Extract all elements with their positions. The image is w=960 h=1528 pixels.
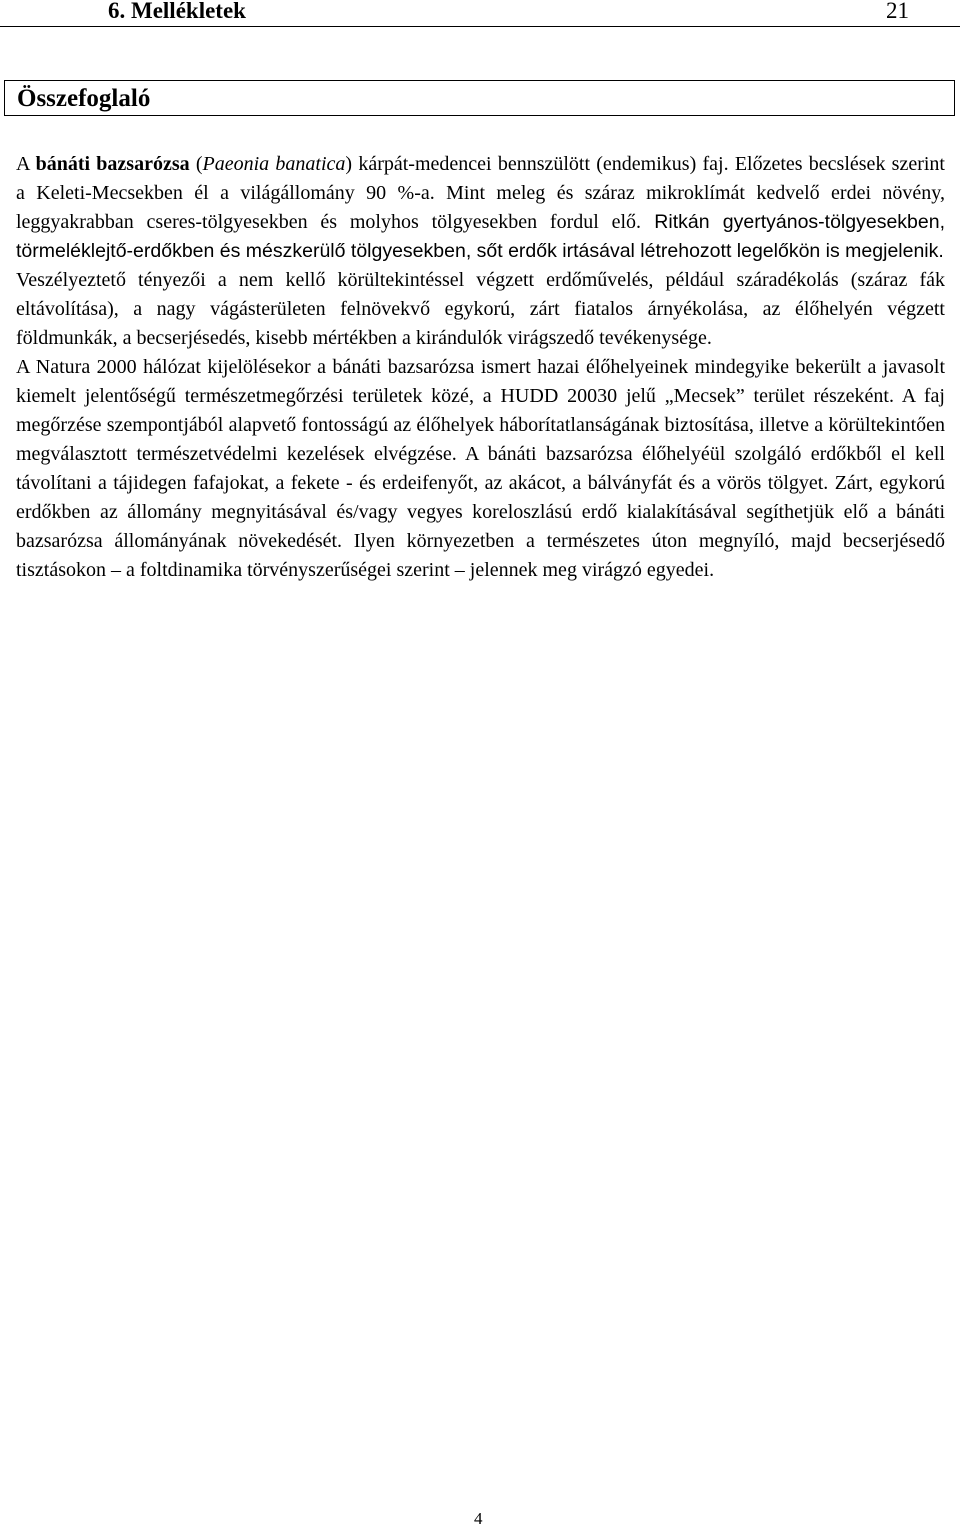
running-header bbox=[0, 0, 960, 27]
text-run: A bbox=[16, 153, 36, 175]
paragraph-conservation: A Natura 2000 hálózat kijelölésekor a bánáti bazsarózsa ismert hazai élőhelyeinek mindegyike bekerült a javasolt kiemelt jelentőségű természetmegőrzési területek közé, a HUDD 20030 jelű „Mecsek” terület részeként. A faj megőrzése szempontjából alapvető fontosságú az élőhelyek háborítatlanságának biztosítása, illetve a körültekintően megválasztott természetvédelmi kezelések elvégzése. A bánáti bazsarózsa élőhelyéül szolgáló erdőkből el kell távolítani a tájidegen fafajokat, a fekete - és erdeifenyőt, az akácot, a bálványfát és a vörös tölgyet. Zárt, egykorú erdőkben az állomány megnyitásával és/vagy vegyes koreloszlású erdő kialakításával segíthetjük elő a bánáti bazsarózsa állományának növekedését. Ilyen környezetben a természetes úton megnyíló, majd becserjésedő tisztásokon – a foltdinamika törvényszerűségei szerint – jelennek meg virágzó egyedei. bbox=[16, 356, 945, 581]
paragraph-threats: Veszélyeztető tényezői a nem kellő körültekintéssel végzett erdőművelés, például száradékolás (száraz fák eltávolítása), a nagy vágásterületen felnövekvő egykorú, zárt fiatalos árnyékolása, az élőhelyén végzett földmunkák, a becserjésedés, kisebb mértékben a kirándulók virágszedő tevékenysége. bbox=[16, 269, 945, 349]
footer-page-number: 4 bbox=[474, 1509, 483, 1528]
species-name: bánáti bazsarózsa bbox=[35, 153, 190, 175]
section-heading-box bbox=[4, 80, 955, 116]
summary-body bbox=[16, 150, 945, 585]
paragraph-species-description bbox=[16, 150, 945, 266]
latin-species-name: Paeonia banatica bbox=[202, 153, 346, 175]
header-page-number: 21 bbox=[886, 0, 909, 23]
text-run: ( bbox=[189, 153, 203, 175]
text-run: ) kárpát-medencei bennszülött (endemikus) faj. Előzetes becslések szerint a Keleti-Mecsekben él a világállomány 90 %-a. Mint meleg és száraz mikroklímát kedvelő erdei növény, leggyakrabban cseres-tölgyesekben és molyhos tölgyesekben fordul elő. bbox=[16, 153, 945, 233]
chapter-title: 6. Mellékletek bbox=[108, 0, 246, 23]
text-run: Ritkán gyertyános-tölgyesekben, törmeléklejtő-erdőkben és mészkerülő tölgyesekben, sőt erdők irtásával létrehozott legelőkön is megjelenik. bbox=[16, 211, 945, 262]
section-title: Összefoglaló bbox=[17, 85, 151, 112]
